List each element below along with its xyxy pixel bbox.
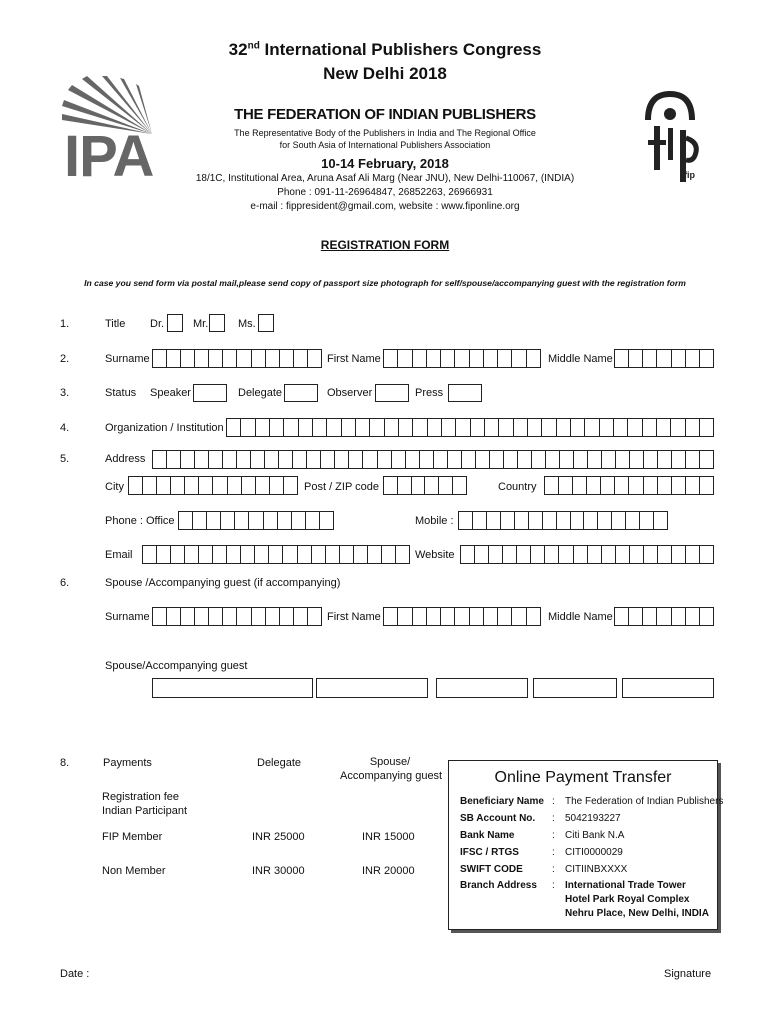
payments-delegate-header: Delegate — [257, 757, 302, 769]
sb-account-colon: : — [552, 813, 555, 824]
federation-address: 18/1C, Institutional Area, Aruna Asaf Ali Marg (Near JNU), New Delhi-110067, (INDIA) — [195, 173, 575, 184]
federation-title: THE FEDERATION OF INDIAN PUBLISHERS — [234, 106, 536, 123]
branch-address-label: Branch Address — [460, 880, 537, 891]
item-number-6: 6. — [60, 577, 70, 589]
sb-account-value: 5042193227 — [565, 813, 621, 824]
item-number-2: 2. — [60, 353, 70, 365]
country-label: Country — [498, 481, 537, 493]
postal-instruction: In case you send form via postal mail,please send copy of passport size photograph for self/spouse/accompanying guest with the registration form — [84, 278, 686, 288]
congress-number: 32 — [228, 40, 248, 59]
website-field[interactable] — [460, 545, 714, 564]
spouse-middle-name-field[interactable] — [614, 607, 714, 626]
beneficiary-name-label: Beneficiary Name — [460, 796, 544, 807]
swift-code-label: SWIFT CODE — [460, 864, 523, 875]
first-name-label: First Name — [327, 353, 381, 365]
spouse-middle-name-label: Middle Name — [548, 611, 613, 623]
item-number-8: 8. — [60, 757, 70, 769]
congress-title — [0, 40, 770, 60]
beneficiary-name-value: The Federation of Indian Publishers — [565, 796, 724, 807]
bank-name-label: Bank Name — [460, 830, 515, 841]
federation-phone: Phone : 091-11-26964847, 26852263, 26966931 — [277, 187, 493, 198]
middle-name-field[interactable] — [614, 349, 714, 368]
representative-line-2: for South Asia of International Publishers Association — [279, 140, 491, 150]
online-payment-box — [448, 760, 724, 930]
title-label: Title — [105, 318, 126, 330]
spouse-guest-label: Spouse/Accompanying guest — [105, 660, 248, 672]
city-field[interactable] — [128, 476, 298, 495]
fip-member-label: FIP Member — [102, 831, 163, 843]
sb-account-label: SB Account No. — [460, 813, 536, 824]
city-label: City — [105, 481, 124, 493]
branch-address-line-1: International Trade Tower — [565, 880, 686, 891]
email-label: Email — [105, 549, 133, 561]
payments-label: Payments — [103, 757, 152, 769]
spouse-guest-field-3[interactable] — [436, 678, 528, 698]
spouse-surname-field[interactable] — [152, 607, 322, 626]
event-dates: 10-14 February, 2018 — [321, 156, 449, 171]
spouse-guest-field-2[interactable] — [316, 678, 428, 698]
spouse-guest-field-5[interactable] — [622, 678, 714, 698]
status-delegate-label: Delegate — [238, 387, 283, 399]
country-field[interactable] — [544, 476, 714, 495]
surname-field[interactable] — [152, 349, 322, 368]
spouse-guest-field-4[interactable] — [533, 678, 617, 698]
status-speaker-checkbox[interactable] — [193, 384, 227, 402]
non-member-spouse-fee: INR 20000 — [362, 865, 415, 877]
surname-label: Surname — [105, 353, 150, 365]
spouse-guest-field-1[interactable] — [152, 678, 313, 698]
post-zip-label: Post / ZIP code — [304, 481, 380, 493]
organization-field[interactable] — [226, 418, 714, 437]
fip-logo — [640, 90, 700, 186]
branch-address-line-3: Nehru Place, New Delhi, INDIA — [565, 908, 709, 919]
fip-logo-text: fip — [684, 170, 695, 180]
ifsc-value: CITI0000029 — [565, 847, 623, 858]
status-press-label: Press — [415, 387, 444, 399]
representative-line-1: The Representative Body of the Publishers in India and The Regional Office — [234, 128, 536, 138]
congress-city-year: New Delhi 2018 — [323, 64, 447, 83]
swift-code-value: CITIINBXXXX — [565, 864, 628, 875]
beneficiary-colon: : — [552, 796, 555, 807]
non-member-label: Non Member — [102, 865, 166, 877]
address-field[interactable] — [152, 450, 714, 469]
organization-label: Organization / Institution — [105, 422, 224, 434]
swift-code-colon: : — [552, 864, 555, 875]
congress-name: International Publishers Congress — [259, 40, 542, 59]
bank-name-colon: : — [552, 830, 555, 841]
status-observer-checkbox[interactable] — [375, 384, 409, 402]
spouse-surname-label: Surname — [105, 611, 150, 623]
spouse-first-name-label: First Name — [327, 611, 381, 623]
status-observer-label: Observer — [327, 387, 373, 399]
email-field[interactable] — [142, 545, 410, 564]
title-ms-label: Ms. — [238, 318, 256, 330]
federation-email-website: e-mail : fippresident@gmail.com, website : www.fiponline.org — [250, 201, 520, 212]
phone-office-label: Phone : Office — [105, 515, 175, 527]
mobile-label: Mobile : — [415, 515, 454, 527]
payments-spouse-header-2: Accompanying guest — [340, 770, 443, 782]
middle-name-label: Middle Name — [548, 353, 613, 365]
form-title: REGISTRATION FORM — [320, 238, 450, 252]
status-delegate-checkbox[interactable] — [284, 384, 318, 402]
fip-member-delegate-fee: INR 25000 — [252, 831, 305, 843]
payments-spouse-header-1: Spouse/ — [369, 756, 411, 768]
status-press-checkbox[interactable] — [448, 384, 482, 402]
registration-fee-label: Registration fee — [102, 791, 180, 803]
ipa-logo — [60, 76, 160, 188]
indian-participant-label: Indian Participant — [102, 805, 187, 817]
non-member-delegate-fee: INR 30000 — [252, 865, 305, 877]
ipa-logo-text: IPA — [64, 124, 154, 189]
item-number-4: 4. — [60, 422, 70, 434]
online-payment-title: Online Payment Transfer — [494, 769, 672, 786]
branch-address-line-2: Hotel Park Royal Complex — [565, 894, 690, 905]
mobile-field[interactable] — [458, 511, 668, 530]
item-number-3: 3. — [60, 387, 70, 399]
phone-office-field[interactable] — [178, 511, 334, 530]
congress-number-suffix: nd — [247, 40, 260, 52]
title-dr-label: Dr. — [150, 318, 165, 330]
ifsc-label: IFSC / RTGS — [460, 847, 519, 858]
date-label: Date : — [60, 968, 90, 980]
status-label: Status — [105, 387, 137, 399]
signature-label: Signature — [664, 968, 712, 980]
title-dr-checkbox[interactable] — [167, 314, 183, 332]
post-zip-field[interactable] — [383, 476, 467, 495]
title-ms-checkbox[interactable] — [258, 314, 274, 332]
first-name-field[interactable] — [383, 349, 541, 368]
spouse-heading: Spouse /Accompanying guest (if accompanying) — [105, 577, 341, 589]
item-number-1: 1. — [60, 318, 70, 330]
item-number-5: 5. — [60, 453, 70, 465]
website-label: Website — [415, 549, 455, 561]
title-mr-checkbox[interactable] — [209, 314, 225, 332]
bank-name-value: Citi Bank N.A — [565, 830, 625, 841]
title-mr-label: Mr. — [193, 318, 209, 330]
spouse-first-name-field[interactable] — [383, 607, 541, 626]
status-speaker-label: Speaker — [150, 387, 191, 399]
ifsc-colon: : — [552, 847, 555, 858]
address-label: Address — [105, 453, 146, 465]
fip-member-spouse-fee: INR 15000 — [362, 831, 415, 843]
branch-address-colon: : — [552, 880, 555, 891]
